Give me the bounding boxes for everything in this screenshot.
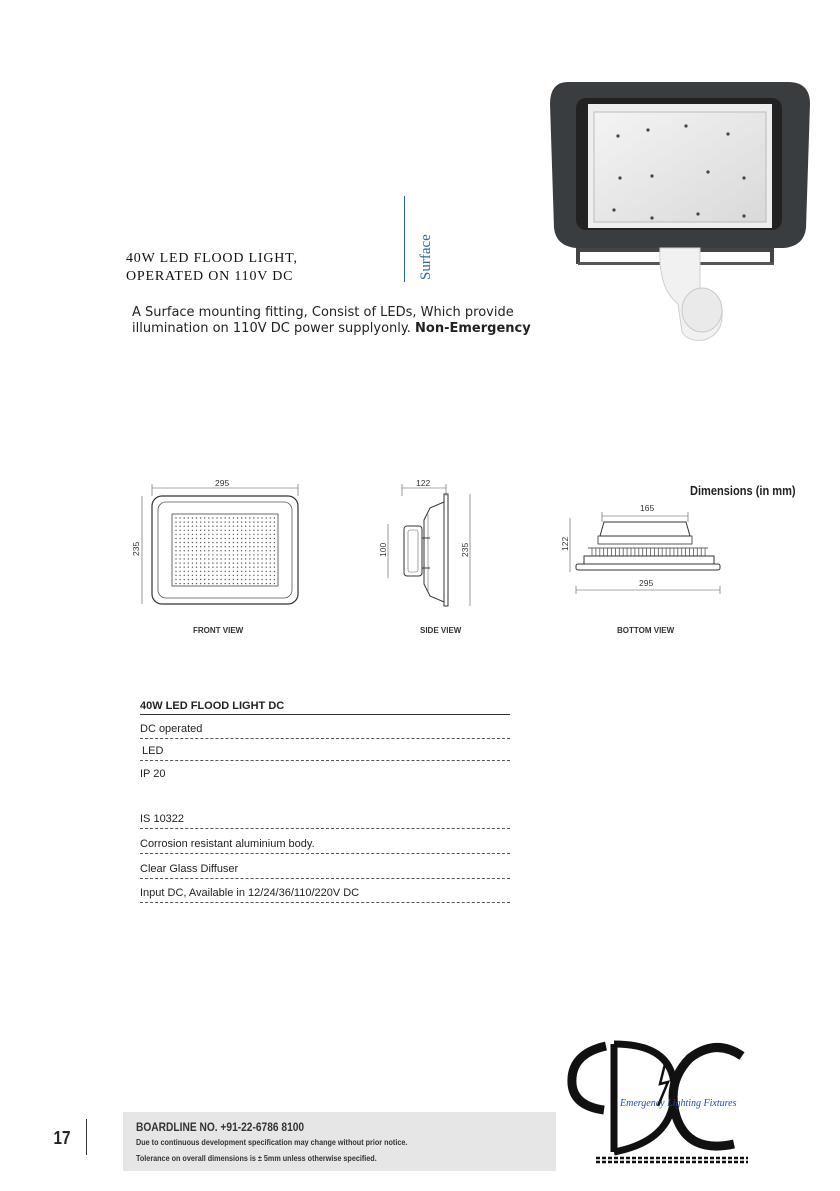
footer-note-2: Tolerance on overall dimensions is ± 5mm unless otherwise specified. [136, 1153, 377, 1163]
description-bold: Non-Emergency [415, 321, 531, 336]
spec-row: Corrosion resistant aluminium body. [140, 838, 510, 854]
mounting-label [418, 234, 435, 280]
spec-row: Input DC, Available in 12/24/36/110/220V DC [140, 887, 510, 903]
bottom-height-value: 122 [560, 536, 570, 551]
front-view-label: FRONT VIEW [193, 626, 244, 635]
spec-row: DC operated [140, 723, 510, 739]
side-view-label: SIDE VIEW [420, 626, 462, 635]
product-title-line1: 40W LED FLOOD LIGHT, [126, 251, 298, 266]
spec-row: IP 20 [140, 768, 166, 780]
bottom-top-width-label: 165 [640, 503, 655, 513]
product-photo [548, 78, 818, 348]
front-view-drawing [128, 474, 308, 624]
boardline: BOARDLINE NO. +91-22-6786 8100 [136, 1120, 305, 1134]
side-height-value: 235 [460, 542, 470, 557]
product-description [132, 305, 532, 337]
page-divider [86, 1119, 87, 1155]
side-depth-label: 122 [416, 478, 431, 488]
footer-note-1: Due to continuous development specification may change without prior notice. [136, 1137, 408, 1147]
side-height-label [460, 543, 470, 557]
product-title [126, 250, 298, 286]
mounting-text: Surface [418, 234, 434, 280]
description-text: A Surface mounting fitting, Consist of LEDs, Which provide illumination on 110V DC power supplyonly. [132, 305, 514, 336]
spec-row: LED [140, 745, 510, 761]
bottom-height-label [560, 537, 570, 551]
logo-tagline: Emergency Lighting Fixtures [620, 1098, 737, 1109]
dimensions-title: Dimensions (in mm) [690, 483, 796, 498]
page-number: 17 [53, 1128, 71, 1148]
spec-row: IS 10322 [140, 813, 510, 829]
front-height-value: 235 [131, 541, 141, 556]
company-logo [566, 1040, 756, 1164]
side-bracket-label [378, 543, 388, 557]
bottom-view-label: BOTTOM VIEW [617, 626, 675, 635]
side-bracket-value: 100 [378, 542, 388, 557]
front-height-label [131, 542, 141, 556]
product-title-line2: OPERATED ON 110V DC [126, 269, 294, 284]
spec-row: Clear Glass Diffuser [140, 863, 510, 879]
spec-heading: 40W LED FLOOD LIGHT DC [140, 700, 510, 715]
front-width-label: 295 [215, 478, 230, 488]
accent-divider [404, 196, 405, 282]
bottom-width-label: 295 [639, 578, 654, 588]
